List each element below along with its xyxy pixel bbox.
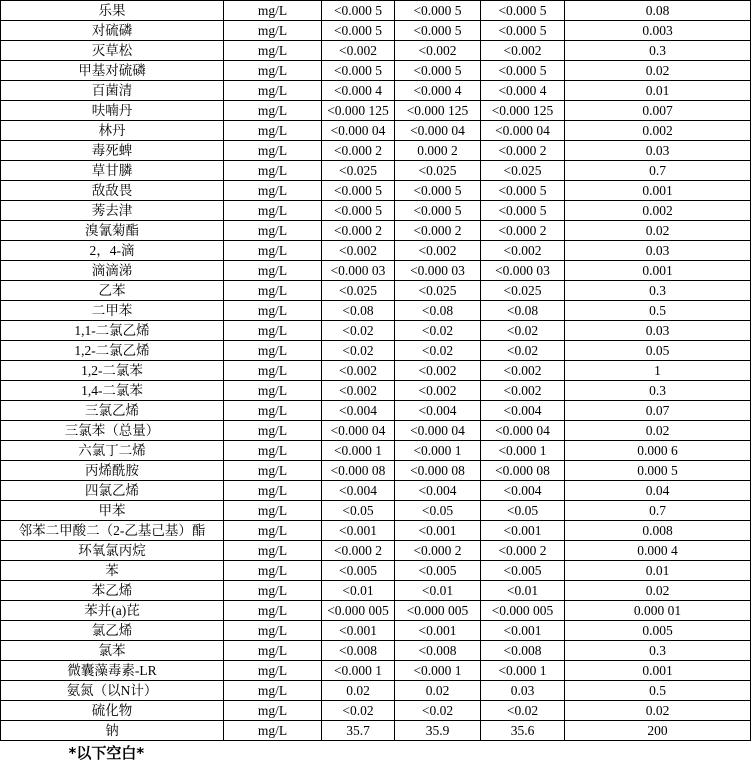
limit-value-cell: 0.04	[565, 481, 751, 501]
result-2-cell: <0.000 125	[395, 101, 481, 121]
table-row	[1, 141, 751, 161]
result-3-cell: <0.000 005	[481, 601, 565, 621]
unit-cell: mg/L	[224, 641, 322, 661]
unit-cell: mg/L	[224, 661, 322, 681]
unit-cell: mg/L	[224, 161, 322, 181]
result-2-cell: <0.002	[395, 361, 481, 381]
result-3-cell: <0.000 2	[481, 221, 565, 241]
parameter-name-cell: 2，4-滴	[1, 241, 224, 261]
unit-cell: mg/L	[224, 81, 322, 101]
limit-value-cell: 0.000 5	[565, 461, 751, 481]
result-3-cell: <0.004	[481, 481, 565, 501]
result-2-cell: <0.000 04	[395, 121, 481, 141]
parameter-name-cell: 1,1-二氯乙烯	[1, 321, 224, 341]
unit-cell: mg/L	[224, 381, 322, 401]
result-1-cell: <0.02	[322, 341, 395, 361]
result-3-cell: <0.002	[481, 241, 565, 261]
parameter-name-cell: 莠去津	[1, 201, 224, 221]
table-row	[1, 661, 751, 681]
result-3-cell: <0.000 1	[481, 441, 565, 461]
table-body	[1, 1, 751, 765]
result-3-cell: <0.02	[481, 321, 565, 341]
result-2-cell: <0.000 5	[395, 1, 481, 21]
result-3-cell: <0.000 125	[481, 101, 565, 121]
parameter-name-cell: 乐果	[1, 1, 224, 21]
result-2-cell: <0.000 08	[395, 461, 481, 481]
result-1-cell: <0.004	[322, 481, 395, 501]
limit-value-cell: 200	[565, 721, 751, 741]
result-1-cell: <0.000 5	[322, 21, 395, 41]
parameter-name-cell: 敌敌畏	[1, 181, 224, 201]
result-2-cell: <0.002	[395, 381, 481, 401]
result-2-cell: <0.008	[395, 641, 481, 661]
table-row	[1, 541, 751, 561]
parameter-name-cell: 三氯乙烯	[1, 401, 224, 421]
result-3-cell: <0.000 08	[481, 461, 565, 481]
unit-cell: mg/L	[224, 621, 322, 641]
limit-value-cell: 0.08	[565, 1, 751, 21]
parameter-name-cell: 氯苯	[1, 641, 224, 661]
table-row	[1, 121, 751, 141]
unit-cell: mg/L	[224, 401, 322, 421]
result-3-cell: <0.002	[481, 361, 565, 381]
unit-cell: mg/L	[224, 61, 322, 81]
parameter-name-cell: 苯乙烯	[1, 581, 224, 601]
unit-cell: mg/L	[224, 241, 322, 261]
result-3-cell: <0.000 5	[481, 21, 565, 41]
end-of-table-note: *以下空白*	[1, 741, 224, 765]
parameter-name-cell: 四氯乙烯	[1, 481, 224, 501]
result-2-cell: 0.000 2	[395, 141, 481, 161]
unit-cell: mg/L	[224, 1, 322, 21]
parameter-name-cell: 林丹	[1, 121, 224, 141]
result-1-cell: <0.000 04	[322, 121, 395, 141]
parameter-name-cell: 灭草松	[1, 41, 224, 61]
limit-value-cell: 0.3	[565, 641, 751, 661]
table-row	[1, 81, 751, 101]
unit-cell: mg/L	[224, 21, 322, 41]
result-3-cell: <0.004	[481, 401, 565, 421]
limit-value-cell: 0.02	[565, 421, 751, 441]
unit-cell: mg/L	[224, 421, 322, 441]
unit-cell: mg/L	[224, 121, 322, 141]
unit-cell: mg/L	[224, 301, 322, 321]
limit-value-cell: 0.7	[565, 501, 751, 521]
result-2-cell: <0.000 5	[395, 61, 481, 81]
result-2-cell: <0.05	[395, 501, 481, 521]
limit-value-cell: 0.7	[565, 161, 751, 181]
unit-cell: mg/L	[224, 721, 322, 741]
result-2-cell: <0.025	[395, 281, 481, 301]
table-row	[1, 501, 751, 521]
result-1-cell: <0.08	[322, 301, 395, 321]
unit-cell: mg/L	[224, 521, 322, 541]
unit-cell: mg/L	[224, 581, 322, 601]
result-1-cell: <0.02	[322, 701, 395, 721]
parameter-name-cell: 甲苯	[1, 501, 224, 521]
unit-cell: mg/L	[224, 441, 322, 461]
result-2-cell: <0.000 2	[395, 221, 481, 241]
parameter-name-cell: 1,4-二氯苯	[1, 381, 224, 401]
footer-row	[1, 741, 751, 765]
result-3-cell: <0.01	[481, 581, 565, 601]
result-2-cell: <0.000 5	[395, 181, 481, 201]
empty-cell	[224, 741, 322, 765]
table-row	[1, 401, 751, 421]
result-2-cell: <0.000 2	[395, 541, 481, 561]
unit-cell: mg/L	[224, 201, 322, 221]
result-2-cell: <0.000 5	[395, 201, 481, 221]
unit-cell: mg/L	[224, 101, 322, 121]
unit-cell: mg/L	[224, 541, 322, 561]
result-3-cell: <0.05	[481, 501, 565, 521]
parameter-name-cell: 氨氮（以N计）	[1, 681, 224, 701]
result-2-cell: <0.02	[395, 321, 481, 341]
parameter-name-cell: 溴氰菊酯	[1, 221, 224, 241]
result-1-cell: <0.000 08	[322, 461, 395, 481]
limit-value-cell: 0.002	[565, 121, 751, 141]
result-3-cell: <0.000 03	[481, 261, 565, 281]
result-1-cell: <0.000 03	[322, 261, 395, 281]
result-3-cell: <0.000 4	[481, 81, 565, 101]
unit-cell: mg/L	[224, 681, 322, 701]
limit-value-cell: 0.03	[565, 321, 751, 341]
limit-value-cell: 0.008	[565, 521, 751, 541]
result-1-cell: <0.000 2	[322, 141, 395, 161]
limit-value-cell: 0.03	[565, 241, 751, 261]
result-2-cell: <0.000 005	[395, 601, 481, 621]
table-row	[1, 341, 751, 361]
result-1-cell: <0.000 125	[322, 101, 395, 121]
empty-cell	[395, 741, 481, 765]
unit-cell: mg/L	[224, 701, 322, 721]
table-row	[1, 621, 751, 641]
result-1-cell: <0.002	[322, 361, 395, 381]
result-3-cell: <0.000 5	[481, 61, 565, 81]
result-2-cell: <0.002	[395, 41, 481, 61]
result-3-cell: <0.02	[481, 701, 565, 721]
table-row	[1, 721, 751, 741]
parameter-name-cell: 毒死蜱	[1, 141, 224, 161]
result-2-cell: <0.005	[395, 561, 481, 581]
table-row	[1, 221, 751, 241]
limit-value-cell: 0.001	[565, 661, 751, 681]
table-row	[1, 161, 751, 181]
limit-value-cell: 0.003	[565, 21, 751, 41]
parameter-name-cell: 苯并(a)芘	[1, 601, 224, 621]
table-row	[1, 561, 751, 581]
result-1-cell: <0.02	[322, 321, 395, 341]
limit-value-cell: 0.3	[565, 41, 751, 61]
table-row	[1, 261, 751, 281]
unit-cell: mg/L	[224, 41, 322, 61]
result-2-cell: <0.01	[395, 581, 481, 601]
result-1-cell: <0.05	[322, 501, 395, 521]
parameter-name-cell: 乙苯	[1, 281, 224, 301]
limit-value-cell: 0.05	[565, 341, 751, 361]
table-row	[1, 581, 751, 601]
result-3-cell: <0.001	[481, 621, 565, 641]
result-2-cell: <0.001	[395, 621, 481, 641]
limit-value-cell: 0.3	[565, 381, 751, 401]
result-1-cell: <0.000 2	[322, 221, 395, 241]
result-2-cell: <0.000 4	[395, 81, 481, 101]
unit-cell: mg/L	[224, 261, 322, 281]
result-3-cell: <0.002	[481, 41, 565, 61]
limit-value-cell: 0.01	[565, 561, 751, 581]
table-row	[1, 641, 751, 661]
table-row	[1, 381, 751, 401]
result-1-cell: <0.000 5	[322, 201, 395, 221]
limit-value-cell: 0.002	[565, 201, 751, 221]
result-3-cell: <0.005	[481, 561, 565, 581]
table-row	[1, 701, 751, 721]
empty-cell	[322, 741, 395, 765]
table-row	[1, 201, 751, 221]
limit-value-cell: 1	[565, 361, 751, 381]
table-row	[1, 281, 751, 301]
table-row	[1, 241, 751, 261]
unit-cell: mg/L	[224, 221, 322, 241]
limit-value-cell: 0.02	[565, 701, 751, 721]
table-row	[1, 1, 751, 21]
result-1-cell: <0.000 1	[322, 661, 395, 681]
unit-cell: mg/L	[224, 341, 322, 361]
parameter-name-cell: 环氧氯丙烷	[1, 541, 224, 561]
result-3-cell: <0.000 5	[481, 1, 565, 21]
table-row	[1, 21, 751, 41]
unit-cell: mg/L	[224, 321, 322, 341]
result-3-cell: <0.008	[481, 641, 565, 661]
limit-value-cell: 0.5	[565, 301, 751, 321]
limit-value-cell: 0.000 6	[565, 441, 751, 461]
table-row	[1, 301, 751, 321]
result-3-cell: 35.6	[481, 721, 565, 741]
result-1-cell: <0.004	[322, 401, 395, 421]
limit-value-cell: 0.001	[565, 261, 751, 281]
table-row	[1, 321, 751, 341]
parameter-name-cell: 百菌清	[1, 81, 224, 101]
result-1-cell: <0.000 1	[322, 441, 395, 461]
limit-value-cell: 0.005	[565, 621, 751, 641]
unit-cell: mg/L	[224, 561, 322, 581]
limit-value-cell: 0.07	[565, 401, 751, 421]
result-3-cell: <0.000 5	[481, 201, 565, 221]
result-1-cell: <0.008	[322, 641, 395, 661]
result-3-cell: <0.000 5	[481, 181, 565, 201]
result-1-cell: <0.01	[322, 581, 395, 601]
parameter-name-cell: 草甘膦	[1, 161, 224, 181]
result-3-cell: <0.000 2	[481, 141, 565, 161]
result-2-cell: <0.004	[395, 481, 481, 501]
unit-cell: mg/L	[224, 281, 322, 301]
table-row	[1, 101, 751, 121]
result-2-cell: <0.000 03	[395, 261, 481, 281]
table-row	[1, 481, 751, 501]
empty-cell	[565, 741, 751, 765]
limit-value-cell: 0.01	[565, 81, 751, 101]
result-2-cell: 0.02	[395, 681, 481, 701]
result-3-cell: <0.000 2	[481, 541, 565, 561]
result-3-cell: <0.001	[481, 521, 565, 541]
result-1-cell: <0.002	[322, 241, 395, 261]
parameter-name-cell: 钠	[1, 721, 224, 741]
parameter-name-cell: 对硫磷	[1, 21, 224, 41]
result-2-cell: <0.001	[395, 521, 481, 541]
result-3-cell: <0.000 04	[481, 121, 565, 141]
result-3-cell: <0.02	[481, 341, 565, 361]
table-row	[1, 421, 751, 441]
table-row	[1, 181, 751, 201]
result-1-cell: 0.02	[322, 681, 395, 701]
table-row	[1, 601, 751, 621]
parameter-name-cell: 滴滴涕	[1, 261, 224, 281]
limit-value-cell: 0.000 01	[565, 601, 751, 621]
limit-value-cell: 0.02	[565, 61, 751, 81]
unit-cell: mg/L	[224, 141, 322, 161]
limit-value-cell: 0.02	[565, 581, 751, 601]
parameter-name-cell: 甲基对硫磷	[1, 61, 224, 81]
limit-value-cell: 0.007	[565, 101, 751, 121]
limit-value-cell: 0.03	[565, 141, 751, 161]
result-2-cell: <0.000 1	[395, 661, 481, 681]
result-1-cell: <0.000 5	[322, 181, 395, 201]
result-2-cell: <0.000 1	[395, 441, 481, 461]
result-3-cell: <0.025	[481, 161, 565, 181]
result-3-cell: 0.03	[481, 681, 565, 701]
parameter-name-cell: 二甲苯	[1, 301, 224, 321]
table-row	[1, 41, 751, 61]
table-row	[1, 61, 751, 81]
result-1-cell: <0.000 04	[322, 421, 395, 441]
table-row	[1, 681, 751, 701]
result-1-cell: <0.001	[322, 621, 395, 641]
result-1-cell: <0.000 4	[322, 81, 395, 101]
result-1-cell: 35.7	[322, 721, 395, 741]
unit-cell: mg/L	[224, 361, 322, 381]
unit-cell: mg/L	[224, 501, 322, 521]
parameter-name-cell: 苯	[1, 561, 224, 581]
limit-value-cell: 0.3	[565, 281, 751, 301]
parameter-name-cell: 三氯苯（总量）	[1, 421, 224, 441]
result-3-cell: <0.025	[481, 281, 565, 301]
parameter-name-cell: 氯乙烯	[1, 621, 224, 641]
empty-cell	[481, 741, 565, 765]
result-1-cell: <0.000 005	[322, 601, 395, 621]
result-1-cell: <0.025	[322, 161, 395, 181]
parameter-name-cell: 六氯丁二烯	[1, 441, 224, 461]
parameter-name-cell: 1,2-二氯苯	[1, 361, 224, 381]
parameter-name-cell: 呋喃丹	[1, 101, 224, 121]
parameter-name-cell: 丙烯酰胺	[1, 461, 224, 481]
result-2-cell: <0.004	[395, 401, 481, 421]
result-3-cell: <0.000 1	[481, 661, 565, 681]
limit-value-cell: 0.000 4	[565, 541, 751, 561]
unit-cell: mg/L	[224, 461, 322, 481]
result-2-cell: <0.02	[395, 341, 481, 361]
result-1-cell: <0.002	[322, 41, 395, 61]
parameter-name-cell: 硫化物	[1, 701, 224, 721]
result-1-cell: <0.005	[322, 561, 395, 581]
result-1-cell: <0.002	[322, 381, 395, 401]
parameter-name-cell: 微囊藻毒素-LR	[1, 661, 224, 681]
limit-value-cell: 0.5	[565, 681, 751, 701]
limit-value-cell: 0.001	[565, 181, 751, 201]
result-2-cell: <0.08	[395, 301, 481, 321]
result-2-cell: <0.02	[395, 701, 481, 721]
parameter-name-cell: 1,2-二氯乙烯	[1, 341, 224, 361]
result-2-cell: <0.025	[395, 161, 481, 181]
result-3-cell: <0.002	[481, 381, 565, 401]
result-3-cell: <0.000 04	[481, 421, 565, 441]
result-1-cell: <0.000 5	[322, 1, 395, 21]
result-1-cell: <0.000 5	[322, 61, 395, 81]
unit-cell: mg/L	[224, 181, 322, 201]
result-3-cell: <0.08	[481, 301, 565, 321]
unit-cell: mg/L	[224, 481, 322, 501]
result-2-cell: 35.9	[395, 721, 481, 741]
table-row	[1, 461, 751, 481]
result-2-cell: <0.002	[395, 241, 481, 261]
table-row	[1, 361, 751, 381]
result-2-cell: <0.000 04	[395, 421, 481, 441]
result-2-cell: <0.000 5	[395, 21, 481, 41]
result-1-cell: <0.001	[322, 521, 395, 541]
parameter-name-cell: 邻苯二甲酸二（2-乙基己基）酯	[1, 521, 224, 541]
result-1-cell: <0.025	[322, 281, 395, 301]
table-row	[1, 521, 751, 541]
result-1-cell: <0.000 2	[322, 541, 395, 561]
table-row	[1, 441, 751, 461]
limit-value-cell: 0.02	[565, 221, 751, 241]
unit-cell: mg/L	[224, 601, 322, 621]
